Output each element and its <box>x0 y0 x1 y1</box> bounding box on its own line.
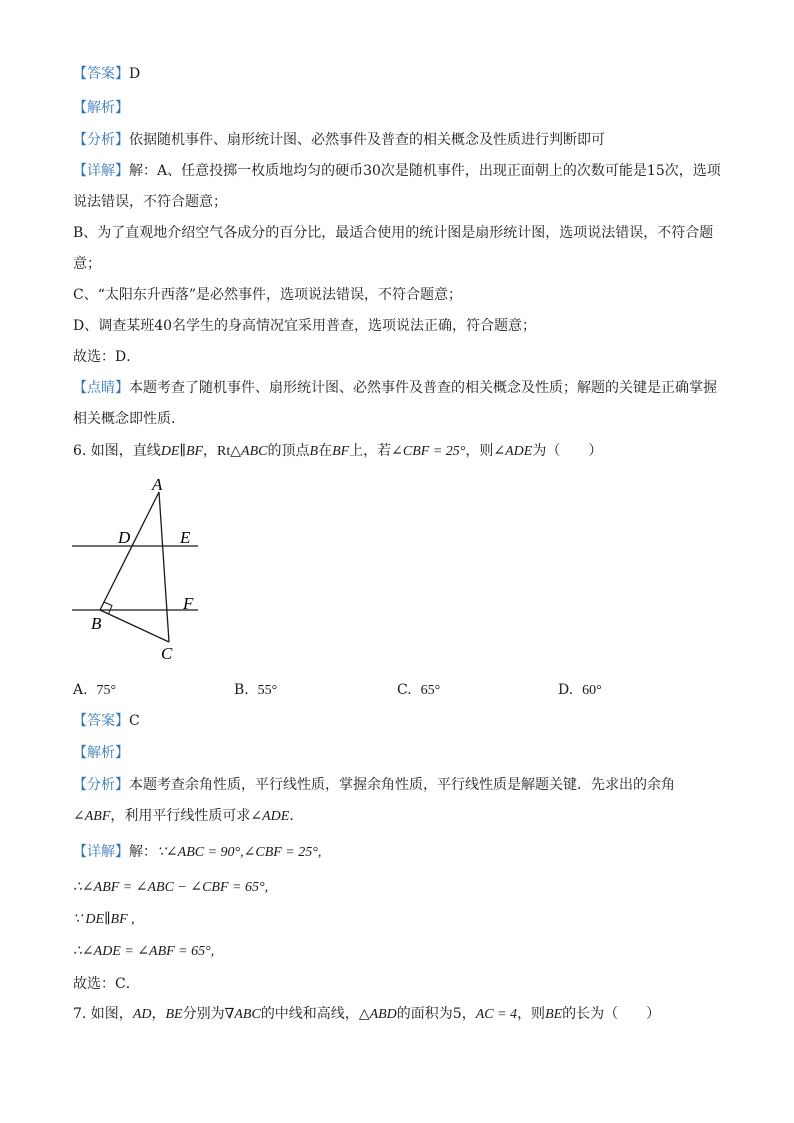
fenxi-abf: ∠ABF <box>73 809 111 824</box>
label-b: B <box>91 614 102 633</box>
answer-value: C <box>129 713 140 729</box>
q6-stem-comma: ， <box>203 443 218 459</box>
q6-stem-then: ，则 <box>465 443 494 459</box>
q7-be: BE <box>165 1007 183 1022</box>
q6-stem-prefix: 6. 如图，直线 <box>73 443 161 459</box>
q5-detail-line-6: D、调查某班40名学生的身高情况宜采用普查，选项说法正确，符合题意； <box>73 318 537 334</box>
label-e: E <box>180 528 191 547</box>
detail-text-1: 解：A、任意投掷一枚质地均匀的硬币30次是随机事件，出现正面朝上的次数可能是15次，选项 <box>129 163 721 179</box>
option-a-letter: A. <box>73 682 88 698</box>
label-a: A <box>152 475 163 494</box>
label-d: D <box>118 528 131 547</box>
jiexi-tag: 【解析】 <box>73 100 129 116</box>
q6-stem-cond: ∠CBF = 25° <box>391 444 466 459</box>
q5-fenxi-line <box>73 130 605 150</box>
q7-be2: BE <box>545 1007 563 1022</box>
step-2: ∴∠ABF = ∠ABC − ∠CBF = 65°, <box>73 880 269 895</box>
q5-dianjing-line-1 <box>73 378 717 398</box>
q6-stem-abc: ABC <box>241 444 268 459</box>
q7-mid3: 的面积为5， <box>396 1006 476 1022</box>
q6-fenxi-line-2 <box>73 806 303 827</box>
fenxi-tag: 【分析】 <box>73 132 129 148</box>
option-c-value: 65° <box>420 683 441 698</box>
option-a <box>73 680 116 701</box>
option-d-letter: D. <box>558 682 574 698</box>
q7-ac: AC = 4 <box>475 1007 518 1022</box>
q5-detail-line-5: C、“太阳东升西落”是必然事件，选项说法错误，不符合题意； <box>73 287 463 303</box>
q7-tri-abc: ∇ABC <box>224 1007 261 1022</box>
fenxi-mid: ，利用平行线性质可求 <box>110 808 251 824</box>
q6-stem-b: B <box>309 444 319 459</box>
fenxi-end: ． <box>289 808 304 824</box>
q5-choose-line: 故选：D． <box>73 349 141 365</box>
label-c: C <box>161 644 173 663</box>
q6-stem-ade: ∠ADE <box>493 444 533 459</box>
q7-tri-abd: △ABD <box>358 1007 397 1022</box>
fenxi-tag: 【分析】 <box>73 777 129 793</box>
jiexi-tag: 【解析】 <box>73 745 129 761</box>
q5-detail-line-1 <box>73 161 721 181</box>
q7-stem <box>73 1004 660 1025</box>
q5-answer-line <box>73 64 140 84</box>
option-c <box>397 680 440 701</box>
geometry-figure <box>60 470 210 670</box>
q6-choose-line: 故选：C． <box>73 976 140 992</box>
q5-dianjing-line-2: 相关概念即性质． <box>73 411 185 427</box>
step-1: ∵∠ABC = 90°,∠CBF = 25°, <box>157 845 322 860</box>
segment-bc <box>100 610 169 642</box>
dianjing-tag: 【点睛】 <box>73 380 129 396</box>
q5-jiexi-line <box>73 98 129 118</box>
dianjing-text-1: 本题考查了随机事件、扇形统计图、必然事件及普查的相关概念及性质；解题的关键是正确掌握 <box>129 380 717 396</box>
q5-detail-line-2: 说法错误，不符合题意； <box>73 194 227 210</box>
q6-stem <box>73 441 602 462</box>
q5-detail-line-4: 意； <box>73 256 101 272</box>
step-3: ∵ DE∥BF , <box>73 912 135 927</box>
q6-stem-de-bf: DE∥BF <box>160 444 204 459</box>
option-d-value: 60° <box>582 683 602 698</box>
q7-mid1: 分别为 <box>182 1006 225 1022</box>
q7-prefix: 7. 如图， <box>73 1006 133 1022</box>
q7-ad: AD <box>132 1007 152 1022</box>
fenxi-text-1: 本题考查余角性质，平行线性质，掌握余角性质，平行线性质是解题关键．先求出的余角 <box>129 777 675 793</box>
answer-value: D <box>129 66 141 82</box>
label-f: F <box>183 594 194 613</box>
step-4: ∴∠ADE = ∠ABF = 65°, <box>73 944 215 959</box>
option-a-value: 75° <box>96 683 117 698</box>
q6-answer-line <box>73 711 140 731</box>
q6-stem-bf: BF <box>332 444 350 459</box>
xiangjie-tag: 【详解】 <box>73 844 129 860</box>
option-b <box>234 680 277 701</box>
q6-stem-rt: Rt△ <box>217 444 242 459</box>
q5-detail-line-3: B、为了直观地介绍空气各成分的百分比，最适合使用的统计图是扇形统计图，选项说法错误，不符合题 <box>73 225 714 241</box>
option-b-value: 55° <box>257 683 278 698</box>
q6-fenxi-line-1 <box>73 775 675 795</box>
q6-stem-up-if: 上，若 <box>349 443 392 459</box>
q6-stem-on: 在 <box>318 443 333 459</box>
q6-stem-wei: 为（ ） <box>532 443 603 459</box>
option-c-letter: C. <box>397 682 412 698</box>
q6-stem-vertex: 的顶点 <box>267 443 310 459</box>
answer-tag: 【答案】 <box>73 713 129 729</box>
q7-end: 的长为（ ） <box>562 1006 661 1022</box>
segment-ac <box>159 492 169 642</box>
fenxi-ade: ∠ADE <box>250 809 290 824</box>
q6-jiexi-line <box>73 743 129 763</box>
xiangjie-tag: 【详解】 <box>73 163 129 179</box>
fenxi-text: 依据随机事件、扇形统计图、必然事件及普查的相关概念及性质进行判断即可 <box>129 132 605 148</box>
segment-ab <box>100 492 159 610</box>
q7-mid4: ，则 <box>517 1006 546 1022</box>
answer-tag: 【答案】 <box>73 66 129 82</box>
q6-detail-line <box>73 842 321 863</box>
xiangjie-prefix: 解： <box>129 844 157 860</box>
q7-comma: ， <box>151 1006 166 1022</box>
q7-mid2: 的中线和高线， <box>260 1006 359 1022</box>
option-b-letter: B. <box>234 682 249 698</box>
option-d <box>558 680 602 701</box>
